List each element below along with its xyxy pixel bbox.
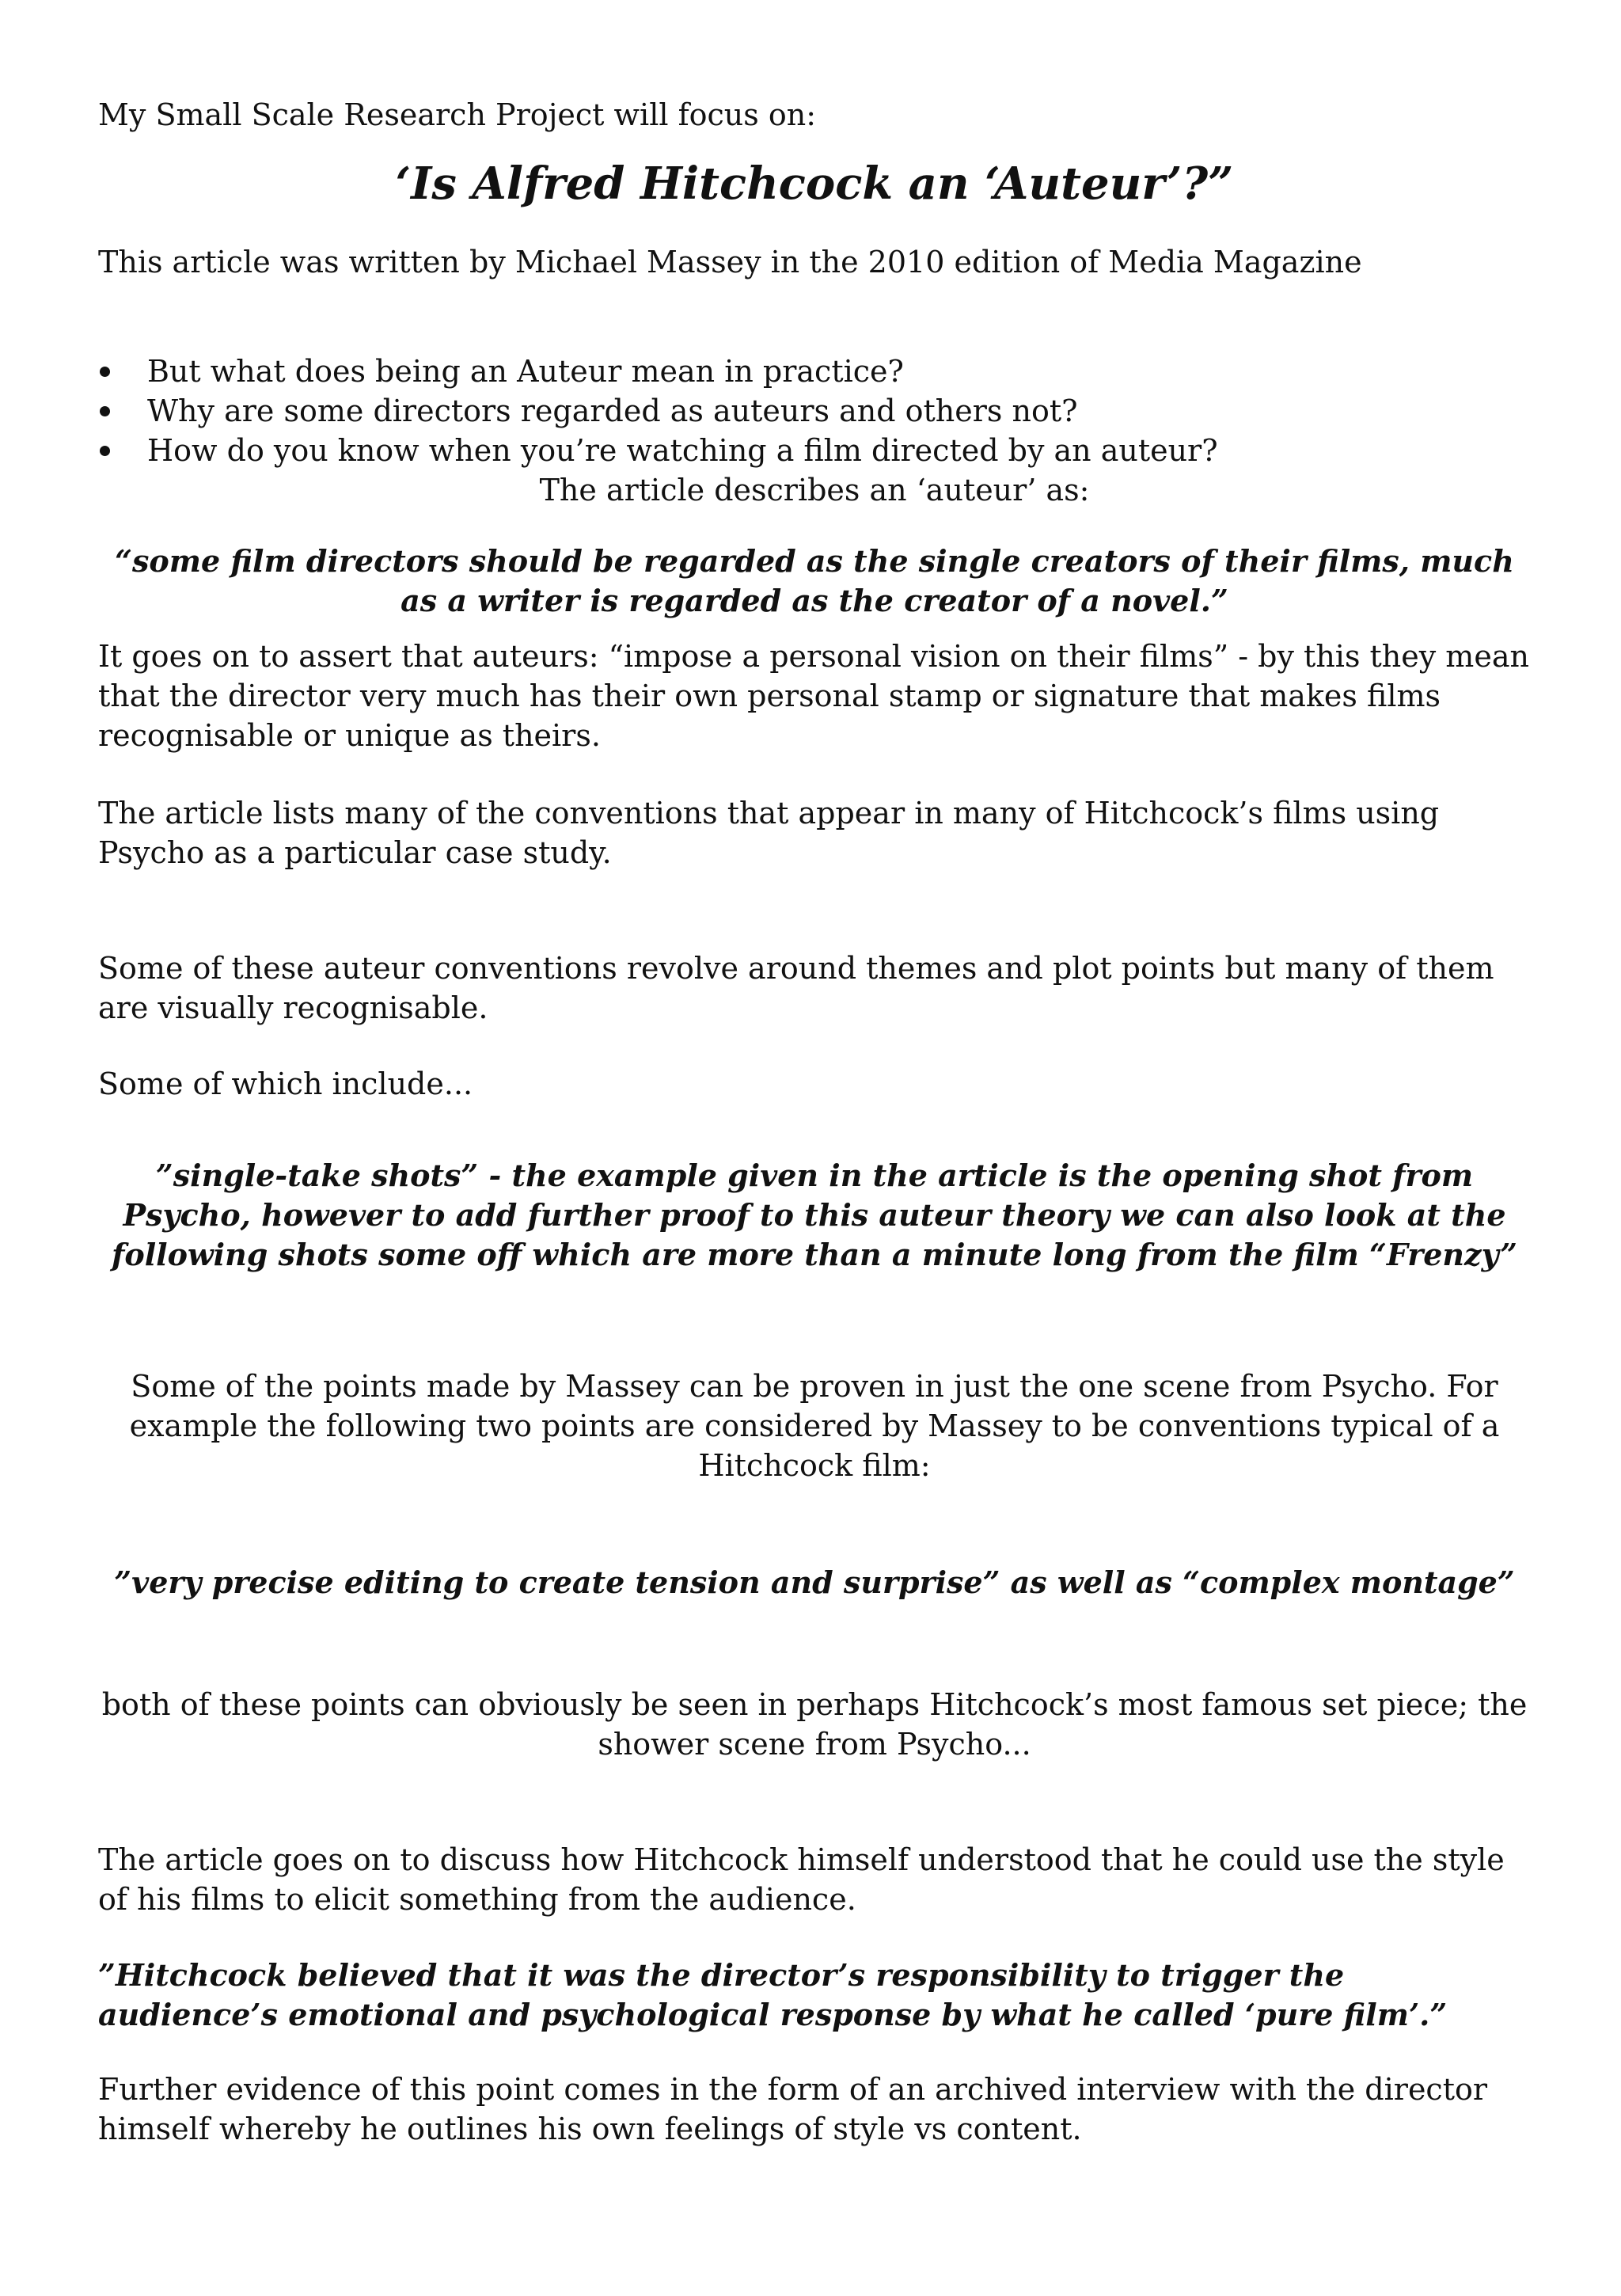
question-item: How do you know when you’re watching a film directed by an auteur? [98, 431, 1531, 470]
evidence-paragraph: Further evidence of this point comes in the form of an archived interview with the director himself whereby he outlines his own feelings of style vs content. [98, 2071, 1488, 2146]
pure-film-quote: ”Hitchcock believed that it was the director’s responsibility to trigger the audience’s emotional and psychological response by what he called ‘pure film’.” [98, 1956, 1448, 2032]
shower-paragraph: both of these points can obviously be seen in perhaps Hitchcock’s most famous set piece; the shower scene from Psycho... [101, 1686, 1528, 1762]
question-list [98, 352, 1531, 470]
describes-line: The article describes an ‘auteur’ as: [539, 472, 1090, 507]
conventions-paragraph: The article lists many of the conventions that appear in many of Hitchcock’s films using Psycho as a particular case study. [98, 795, 1440, 870]
source-line: This article was written by Michael Massey in the 2010 edition of Media Magazine [98, 244, 1362, 279]
intro-line: My Small Scale Research Project will focus on: [98, 97, 817, 132]
themes-paragraph: Some of these auteur conventions revolve around themes and plot points but many of them are visually recognisable. [98, 950, 1494, 1025]
document-page [98, 95, 1531, 2149]
editing-quote: ”very precise editing to create tension and surprise” as well as “complex montage” [114, 1564, 1515, 1600]
document-title: ‘Is Alfred Hitchcock an ‘Auteur’?” [395, 158, 1234, 210]
question-item: But what does being an Auteur mean in practice? [98, 352, 1531, 391]
question-item: Why are some directors regarded as auteurs and others not? [98, 391, 1531, 431]
assert-paragraph: It goes on to assert that auteurs: “impose a personal vision on their films” - by this they mean that the director very much has their own personal stamp or signature that makes films recognisable or unique as theirs. [98, 638, 1529, 753]
include-line: Some of which include... [98, 1066, 473, 1101]
style-paragraph: The article goes on to discuss how Hitchcock himself understood that he could use the style of his films to elicit something from the audience. [98, 1842, 1505, 1917]
points-paragraph: Some of the points made by Massey can be proven in just the one scene from Psycho. For example the following two points are considered by Massey to be conventions typical of a Hitchcock film: [129, 1368, 1500, 1483]
single-take-quote: ”single-take shots” - the example given in the article is the opening shot from Psycho, however to add further proof to this auteur theory we can also look at the following shots some off which are more than a minute long from the film “Frenzy” [112, 1157, 1517, 1272]
definition-quote: “some film directors should be regarded as the single creators of their films, much as a writer is regarded as the creator of a novel.” [115, 542, 1514, 618]
